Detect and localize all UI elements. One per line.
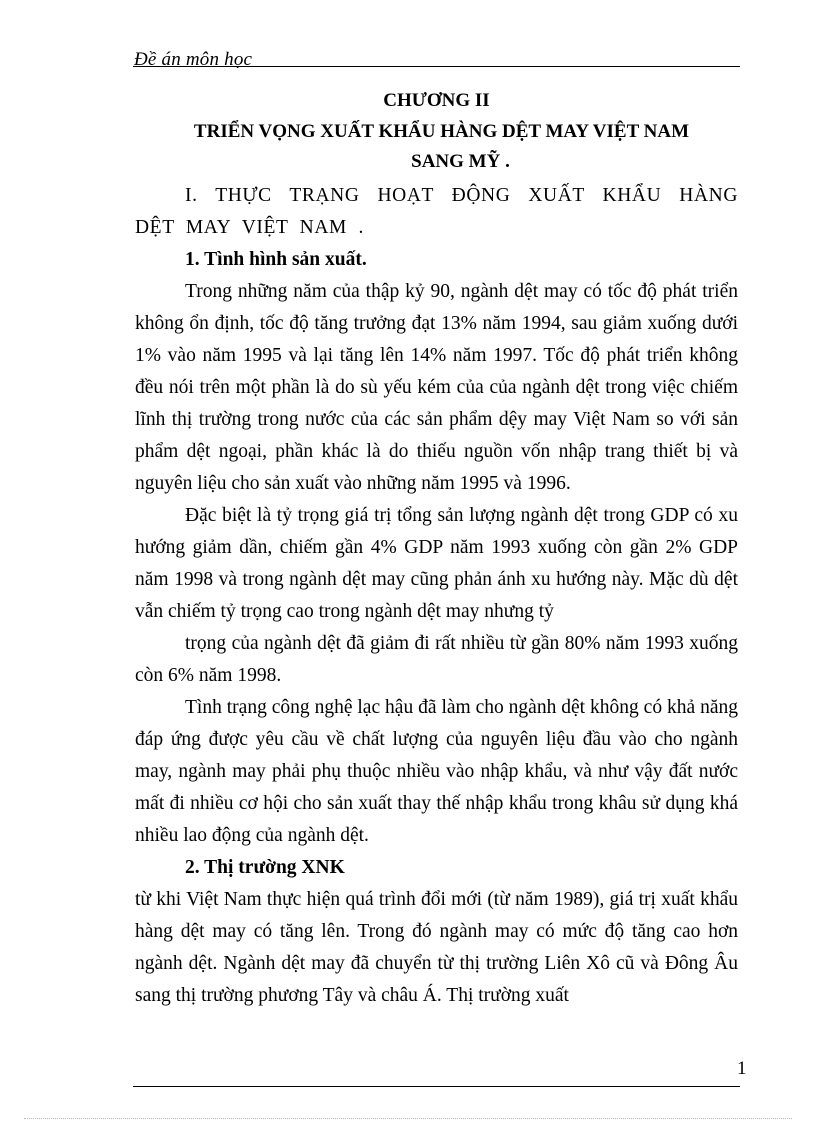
- paragraph-3: trọng của ngành dệt đã giảm đi rất nhiều từ gần 80% năm 1993 xuống còn 6% năm 1998.: [135, 633, 738, 686]
- chapter-title-line-2: SANG MỸ .: [411, 151, 510, 172]
- page-number: 1: [737, 1058, 747, 1079]
- chapter-heading: CHƯƠNG II: [383, 90, 490, 111]
- subsection-heading-2: 2. Thị trường XNK: [185, 857, 345, 878]
- section-heading: I. THỰC TRẠNG HOẠT ĐỘNG XUẤT KHẨU HÀNG DỆT MAY VIỆT NAM .: [135, 185, 738, 238]
- page-body: [135, 80, 738, 1012]
- paragraph-2: Đặc biệt là tỷ trọng giá trị tổng sản lượng ngành dệt trong GDP có xu hướng giảm dần, chiếm gần 4% GDP năm 1993 xuống còn gần 2% GDP năm 1998 và trong ngành dệt may cũng phản ánh xu hướng này. Mặc dù dệt vẫn chiếm tỷ trọng cao trong ngành dệt may nhưng tỷ: [135, 505, 738, 622]
- running-header: Đề án môn học: [134, 49, 253, 70]
- subsection-heading-1: 1. Tình hình sản xuất.: [185, 249, 367, 270]
- header-rule: [133, 66, 740, 67]
- paragraph-5: từ khi Việt Nam thực hiện quá trình đổi mới (từ năm 1989), giá trị xuất khẩu hàng dệt may có tăng lên. Trong đó ngành may có mức độ tăng cao hơn ngành dệt. Ngành dệt may đã chuyển từ thị trường Liên Xô cũ và Đông Âu sang thị trường phương Tây và châu Á. Thị trường xuất: [135, 889, 738, 1006]
- footer-rule: [133, 1086, 740, 1087]
- chapter-title-line-1: TRIỂN VỌNG XUẤT KHẨU HÀNG DỆT MAY VIỆT NAM: [193, 121, 690, 142]
- paragraph-4: Tình trạng công nghệ lạc hậu đã làm cho ngành dệt không có khả năng đáp ứng được yêu cầu về chất lượng của nguyên liệu đầu vào cho ngành may, ngành may phải phụ thuộc nhiều vào nhập khẩu, và như vậy đất nước mất đi nhiều cơ hội cho sản xuất thay thế nhập khẩu trong khâu sử dụng khá nhiều lao động của ngành dệt.: [135, 697, 738, 846]
- page-edge-dotted-line: [24, 1118, 792, 1119]
- paragraph-1: Trong những năm của thập kỷ 90, ngành dệt may có tốc độ phát triển không ổn định, tốc độ tăng trưởng đạt 13% năm 1994, sau giảm xuống dưới 1% vào năm 1995 và lại tăng lên 14% năm 1997. Tốc độ phát triển không đều nói trên một phần là do sù yếu kém của của ngành dệt trong việc chiếm lĩnh thị trường trong nước của các sản phẩm dệy may Việt Nam so với sản phẩm dệt ngoại, phần khác là do thiếu nguồn vốn nhập trang thiết bị và nguyên liệu cho sản xuất vào những năm 1995 và 1996.: [135, 281, 738, 494]
